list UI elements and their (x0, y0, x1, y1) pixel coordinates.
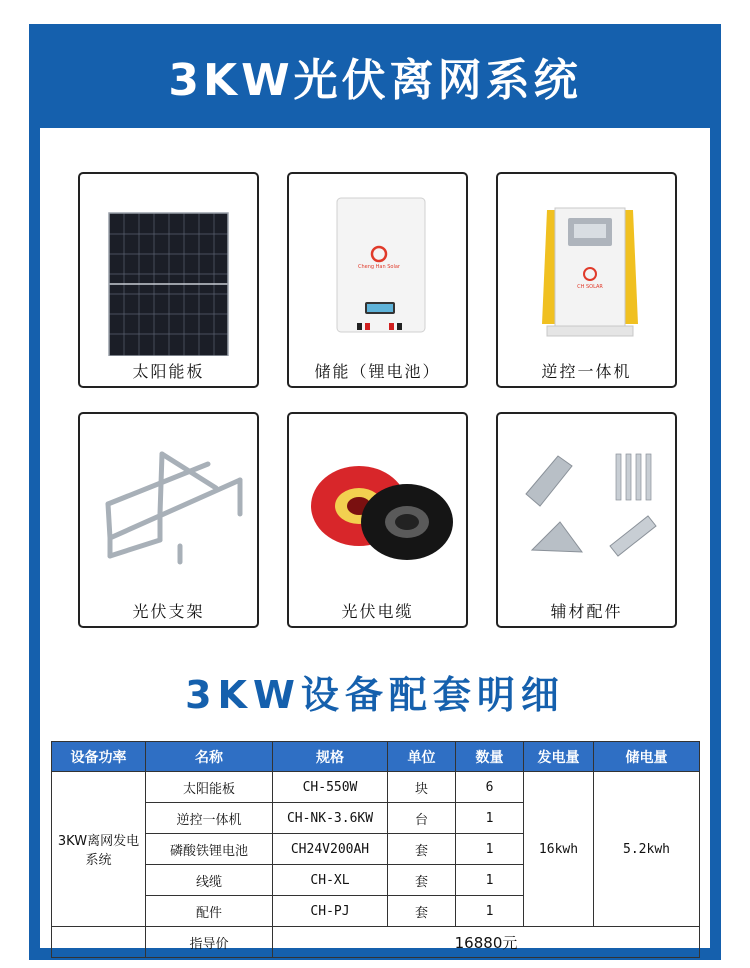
generation-cell: 16kwh (524, 772, 594, 927)
mounting-rack-image (80, 414, 257, 596)
product-label: 逆控一体机 (541, 362, 632, 381)
section-title: 3KW设备配套明细 (185, 673, 565, 717)
item-name-cell: 线缆 (146, 865, 273, 896)
content-panel (40, 128, 710, 952)
product-label: 光伏电缆 (341, 602, 414, 621)
product-card-cable (287, 412, 468, 628)
item-qty-cell: 1 (456, 834, 524, 865)
item-qty-cell: 1 (456, 896, 524, 927)
item-unit-cell: 套 (388, 834, 456, 865)
lithium-battery-image (289, 174, 466, 356)
product-label: 光伏支架 (132, 602, 205, 621)
item-unit-cell: 台 (388, 803, 456, 834)
inverter-image (498, 174, 675, 356)
item-unit-cell: 块 (388, 772, 456, 803)
item-spec-cell: CH24V200AH (273, 834, 388, 865)
item-qty-cell: 6 (456, 772, 524, 803)
product-card-inverter (496, 172, 677, 388)
table-header-cell: 名称 (146, 742, 273, 772)
item-name-cell: 配件 (146, 896, 273, 927)
table-header-cell: 设备功率 (52, 742, 146, 772)
product-card-accessories (496, 412, 677, 628)
table-row (52, 772, 700, 803)
table-header-cell: 数量 (456, 742, 524, 772)
price-value-cell: 16880元 (273, 927, 700, 958)
empty-cell (52, 927, 146, 958)
poster-frame (29, 24, 721, 960)
table-row (52, 927, 700, 958)
item-name-cell: 逆控一体机 (146, 803, 273, 834)
item-unit-cell: 套 (388, 896, 456, 927)
solar-panel-image (80, 174, 257, 356)
table-header-cell: 单位 (388, 742, 456, 772)
item-name-cell: 太阳能板 (146, 772, 273, 803)
svg-text:CH SOLAR: CH SOLAR (577, 284, 603, 290)
item-spec-cell: CH-550W (273, 772, 388, 803)
product-card-battery (287, 172, 468, 388)
item-spec-cell: CH-NK-3.6KW (273, 803, 388, 834)
storage-cell: 5.2kwh (594, 772, 700, 927)
cable-image (289, 414, 466, 596)
item-qty-cell: 1 (456, 865, 524, 896)
product-label: 太阳能板 (132, 362, 205, 381)
item-spec-cell: CH-XL (273, 865, 388, 896)
table-header-row (52, 742, 700, 772)
product-card-solar-panel (78, 172, 259, 388)
page-title: 3KW光伏离网系统 (168, 55, 582, 106)
item-name-cell: 磷酸铁锂电池 (146, 834, 273, 865)
price-label-cell: 指导价 (146, 927, 273, 958)
product-card-mounting-rack (78, 412, 259, 628)
accessories-image (498, 414, 675, 596)
title-bar (29, 24, 721, 128)
item-qty-cell: 1 (456, 803, 524, 834)
product-label: 辅材配件 (550, 602, 623, 621)
spec-table (51, 741, 700, 958)
table-header-cell: 规格 (273, 742, 388, 772)
item-unit-cell: 套 (388, 865, 456, 896)
product-label: 储能（锂电池） (314, 362, 441, 381)
table-header-cell: 储电量 (594, 742, 700, 772)
item-spec-cell: CH-PJ (273, 896, 388, 927)
table-header-cell: 发电量 (524, 742, 594, 772)
system-name-cell: 3KW离网发电系统 (52, 772, 146, 927)
svg-text:Cheng Han Solar: Cheng Han Solar (358, 264, 400, 270)
